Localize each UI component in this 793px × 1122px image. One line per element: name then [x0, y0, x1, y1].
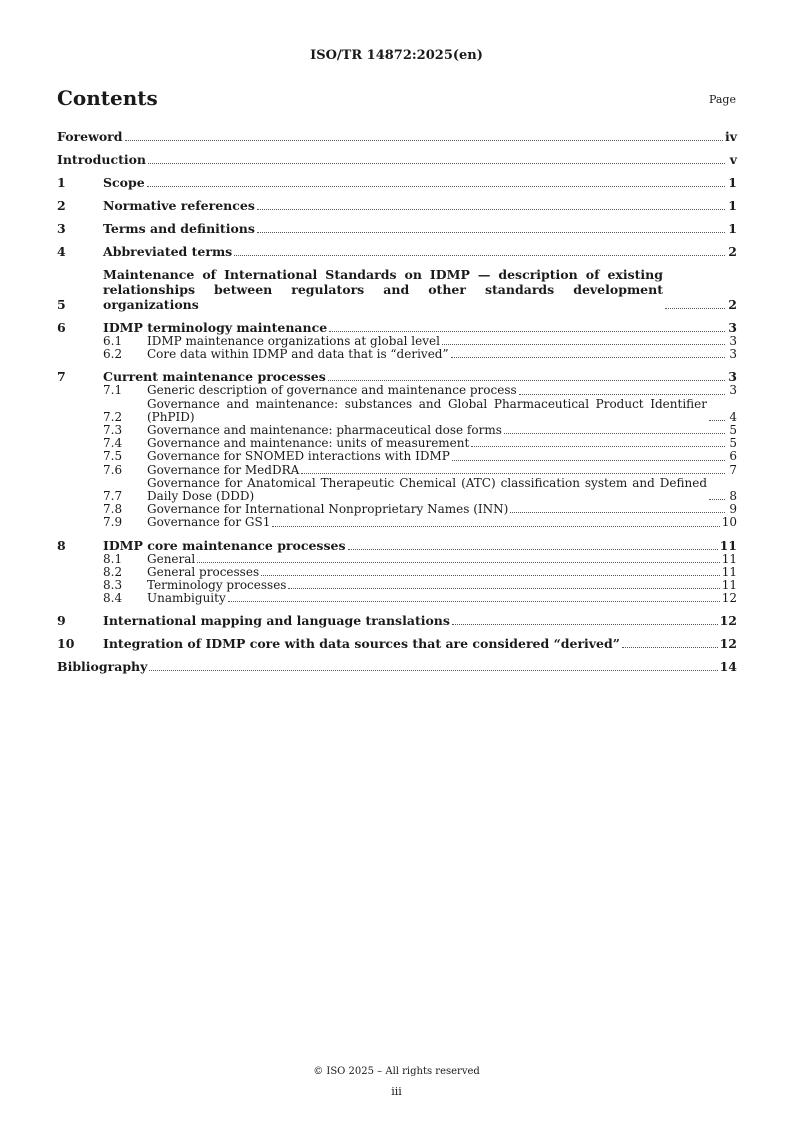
dot-leader [149, 670, 717, 671]
document-id: ISO/TR 14872:2025(en) [310, 48, 483, 63]
table-of-contents [57, 129, 737, 674]
toc-entry-number: 7 [57, 369, 66, 385]
dot-leader [234, 255, 725, 256]
toc-entry-label: Bibliography [57, 659, 148, 675]
toc-entry-page: 1 [728, 221, 737, 236]
toc-entry-number: 9 [57, 613, 66, 629]
toc-entry-label: Core data within IDMP and data that is “derived” [147, 347, 449, 362]
toc-entry-number: 6 [57, 320, 66, 335]
toc-entry-number: 7.9 [103, 515, 123, 530]
toc-entry-label: IDMP maintenance organizations at global level [147, 334, 440, 348]
toc-entry[interactable] [57, 152, 737, 167]
dot-leader [709, 499, 725, 500]
toc-entry-page: 3 [729, 383, 737, 398]
dot-leader [228, 601, 720, 602]
toc-subentry[interactable] [57, 398, 737, 424]
toc-entry-number: 4 [57, 244, 66, 259]
toc-entry-number: 8.1 [103, 551, 123, 566]
toc-entry-label: Governance and maintenance: units of measurement [147, 436, 470, 451]
copyright-notice: © ISO 2025 – All rights reserved [313, 1066, 480, 1077]
dot-leader [452, 624, 718, 625]
toc-entry-page: 14 [719, 659, 737, 675]
toc-entry-number: 7.4 [103, 436, 123, 451]
contents-title: Contents [57, 86, 158, 110]
toc-entry-page: 1 [728, 198, 737, 213]
dot-leader [272, 526, 719, 527]
dot-leader [471, 446, 725, 447]
dot-leader [510, 512, 725, 513]
toc-entry-page: iv [724, 129, 737, 144]
toc-entry[interactable] [57, 320, 737, 335]
dot-leader [197, 562, 719, 563]
toc-entry-number: 7.8 [103, 502, 123, 517]
toc-entry-page: 10 [721, 515, 737, 530]
toc-entry-number: 2 [57, 198, 66, 213]
toc-entry-label: Current maintenance processes [103, 369, 326, 385]
toc-entry-label: Abbreviated terms [103, 244, 233, 259]
toc-entry-label: Governance for Anatomical Therapeutic Chemical (ATC) classification system and Defined Daily Dose (DDD) [147, 475, 707, 504]
toc-entry-label: Governance for MedDRA [147, 462, 300, 477]
toc-entry[interactable] [57, 221, 737, 236]
toc-entry-page: 9 [729, 502, 737, 517]
dot-leader [504, 433, 725, 434]
toc-entry-label: Governance for SNOMED interactions with IDMP [147, 449, 450, 464]
toc-entry-page: 1 [728, 175, 737, 190]
toc-entry-label: Unambiguity [147, 591, 226, 606]
toc-entry-label: International mapping and language translations [103, 613, 450, 629]
toc-entry-number: 7.2 [103, 409, 123, 424]
toc-entry[interactable] [57, 636, 737, 651]
toc-entry-label: Governance for International Nonproprietary Names (INN) [147, 502, 509, 517]
toc-entry[interactable] [57, 538, 737, 553]
toc-entry-page: 2 [728, 297, 737, 312]
toc-subentry[interactable] [57, 464, 737, 477]
toc-entry[interactable] [57, 175, 737, 190]
toc-subentry[interactable] [57, 450, 737, 463]
toc-entry[interactable] [57, 659, 737, 674]
toc-entry-number: 7.5 [103, 449, 123, 464]
toc-entry-label: Governance and maintenance: substances and Global Pharmaceutical Product Identifier (PhPID) [147, 396, 707, 424]
toc-entry-page: 12 [719, 613, 737, 629]
toc-entry-number: 7.1 [103, 383, 123, 398]
dot-leader [709, 420, 725, 421]
dot-leader [257, 209, 725, 210]
toc-entry-page: 2 [728, 244, 737, 259]
toc-entry-number: 10 [57, 636, 75, 652]
toc-entry-page: 3 [729, 334, 737, 348]
toc-entry[interactable] [57, 613, 737, 628]
dot-leader [451, 357, 725, 358]
toc-entry-label: Normative references [103, 198, 255, 213]
toc-entry[interactable] [57, 198, 737, 213]
toc-entry-number: 6.2 [103, 347, 123, 362]
toc-entry-page: 5 [729, 423, 737, 438]
toc-entry-page: 11 [719, 537, 737, 553]
toc-entry-number: 1 [57, 175, 66, 190]
toc-entry-label: IDMP core maintenance processes [103, 537, 346, 553]
dot-leader [452, 460, 725, 461]
toc-entry-label: Generic description of governance and maintenance process [147, 383, 517, 398]
page-number: iii [391, 1085, 402, 1098]
toc-entry-number: 8.2 [103, 564, 123, 579]
toc-entry-page: 11 [721, 564, 737, 579]
toc-entry-page: 6 [729, 449, 737, 464]
toc-entry-number: 8.3 [103, 578, 123, 593]
dot-leader [622, 647, 718, 648]
toc-entry[interactable] [57, 369, 737, 384]
toc-entry-number: 6.1 [103, 334, 123, 348]
toc-entry-page: 11 [721, 551, 737, 566]
toc-entry-label: Governance and maintenance: pharmaceutical dose forms [147, 423, 502, 438]
toc-entry-page: 5 [729, 436, 737, 451]
toc-entry-label: Maintenance of International Standards on IDMP — description of existing relationships between regulators and other standards development organizations [103, 267, 663, 312]
dot-leader [328, 380, 725, 381]
dot-leader [261, 575, 720, 576]
toc-entry-number: 8.4 [103, 591, 123, 606]
toc-entry-page: 3 [728, 369, 737, 385]
toc-subentry[interactable] [57, 516, 737, 529]
toc-entry-page: 7 [729, 462, 737, 477]
toc-subentry[interactable] [57, 592, 737, 605]
toc-subentry[interactable] [57, 384, 737, 397]
toc-entry-page: 4 [729, 409, 737, 424]
dot-leader [301, 473, 725, 474]
toc-entry-page: 12 [719, 636, 737, 652]
dot-leader [147, 186, 725, 187]
dot-leader [329, 331, 725, 332]
toc-entry-page: 12 [721, 591, 737, 606]
toc-entry-label: Scope [103, 175, 145, 190]
toc-entry-label: General processes [147, 564, 260, 579]
toc-entry-number: 8 [57, 537, 66, 553]
toc-subentry[interactable] [57, 477, 737, 503]
toc-entry-number: 7.3 [103, 423, 123, 438]
dot-leader [665, 308, 725, 309]
toc-entry-number: 7.6 [103, 462, 123, 477]
toc-entry-label: Terminology processes [147, 578, 287, 593]
toc-entry-label: IDMP terminology maintenance [103, 320, 328, 335]
toc-entry-page: v [729, 152, 737, 167]
toc-entry-label: Foreword [57, 129, 123, 144]
toc-entry-label: Integration of IDMP core with data sources that are considered “derived” [103, 636, 620, 652]
toc-subentry[interactable] [57, 553, 737, 566]
toc-entry-label: Terms and definitions [103, 221, 255, 236]
toc-entry-page: 3 [728, 320, 737, 335]
toc-entry-page: 3 [729, 347, 737, 362]
toc-entry-number: 5 [57, 297, 66, 312]
toc-entry-number: 3 [57, 221, 66, 236]
dot-leader [288, 588, 719, 589]
toc-entry-label: Governance for GS1 [147, 515, 271, 530]
toc-entry[interactable] [57, 129, 737, 144]
toc-entry-number: 7.7 [103, 489, 123, 504]
dot-leader [148, 163, 725, 164]
dot-leader [125, 140, 723, 141]
dot-leader [442, 344, 725, 345]
dot-leader [519, 394, 725, 395]
toc-entry-label: General [147, 551, 196, 566]
dot-leader [348, 549, 718, 550]
toc-entry-page: 11 [721, 578, 737, 593]
dot-leader [257, 232, 725, 233]
toc-entry-label: Introduction [57, 152, 147, 167]
toc-entry[interactable] [57, 244, 737, 259]
toc-subentry[interactable] [57, 348, 737, 361]
toc-entry[interactable] [57, 267, 737, 312]
page-column-label: Page [708, 93, 736, 106]
toc-entry-page: 8 [729, 489, 737, 504]
